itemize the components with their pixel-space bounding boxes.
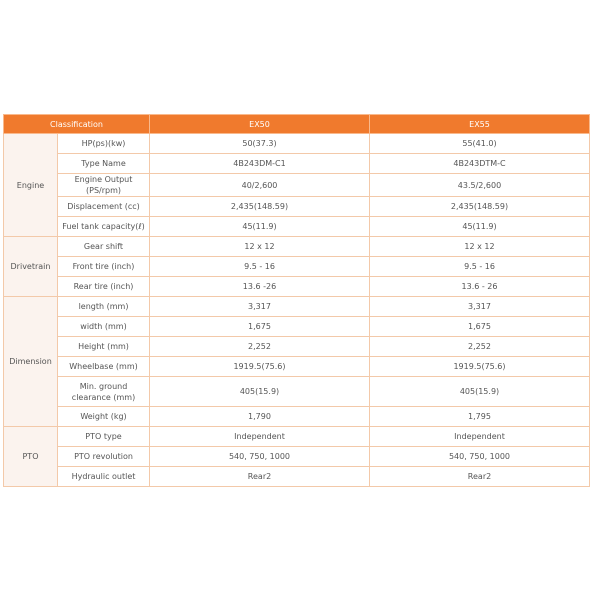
header-model-ex50: EX50: [150, 115, 370, 134]
header-model-ex55: EX55: [370, 115, 590, 134]
ex50-value: 2,252: [150, 337, 370, 357]
spec-item-label: width (mm): [58, 317, 150, 337]
ex55-value: 1,675: [370, 317, 590, 337]
spec-body: [4, 134, 590, 487]
ex50-value: Rear2: [150, 467, 370, 487]
table-row: [4, 377, 590, 407]
spec-item-label: PTO type: [58, 427, 150, 447]
ex55-value: Rear2: [370, 467, 590, 487]
ex50-value: 4B243DM-C1: [150, 154, 370, 174]
header-row: [4, 115, 590, 134]
table-row: [4, 447, 590, 467]
spec-item-label: HP(ps)(kw): [58, 134, 150, 154]
header-classification: Classification: [4, 115, 150, 134]
table-row: [4, 357, 590, 377]
ex50-value: 405(15.9): [150, 377, 370, 407]
table-row: [4, 237, 590, 257]
ex55-value: 1919.5(75.6): [370, 357, 590, 377]
table-row: [4, 197, 590, 217]
table-row: [4, 427, 590, 447]
spec-item-label: Rear tire (inch): [58, 277, 150, 297]
spec-item-label: Hydraulic outlet: [58, 467, 150, 487]
spec-item-label: Wheelbase (mm): [58, 357, 150, 377]
ex50-value: 9.5 - 16: [150, 257, 370, 277]
ex55-value: 43.5/2,600: [370, 174, 590, 197]
ex50-value: 13.6 -26: [150, 277, 370, 297]
spec-item-label: Weight (kg): [58, 407, 150, 427]
ex50-value: 45(11.9): [150, 217, 370, 237]
spec-table: [3, 114, 590, 487]
ex50-value: 1,790: [150, 407, 370, 427]
table-row: [4, 277, 590, 297]
spec-item-label: Displacement (cc): [58, 197, 150, 217]
ex55-value: 12 x 12: [370, 237, 590, 257]
spec-item-label: Fuel tank capacity(ℓ): [58, 217, 150, 237]
table-row: [4, 257, 590, 277]
ex55-value: 4B243DTM-C: [370, 154, 590, 174]
ex55-value: 3,317: [370, 297, 590, 317]
spec-item-label: Front tire (inch): [58, 257, 150, 277]
table-row: [4, 317, 590, 337]
group-label: Dimension: [4, 297, 58, 427]
ex50-value: 3,317: [150, 297, 370, 317]
spec-item-label: Min. ground clearance (mm): [58, 377, 150, 407]
ex55-value: 2,252: [370, 337, 590, 357]
ex50-value: 1,675: [150, 317, 370, 337]
table-row: [4, 154, 590, 174]
ex50-value: Independent: [150, 427, 370, 447]
spec-item-label: Height (mm): [58, 337, 150, 357]
table-row: [4, 407, 590, 427]
ex55-value: 9.5 - 16: [370, 257, 590, 277]
ex55-value: 405(15.9): [370, 377, 590, 407]
spec-item-label: Type Name: [58, 154, 150, 174]
spec-item-label: length (mm): [58, 297, 150, 317]
ex50-value: 12 x 12: [150, 237, 370, 257]
ex50-value: 540, 750, 1000: [150, 447, 370, 467]
ex55-value: 1,795: [370, 407, 590, 427]
spec-item-label: PTO revolution: [58, 447, 150, 467]
table-row: [4, 174, 590, 197]
table-row: [4, 134, 590, 154]
group-label: PTO: [4, 427, 58, 487]
ex55-value: 45(11.9): [370, 217, 590, 237]
table-row: [4, 337, 590, 357]
ex50-value: 50(37.3): [150, 134, 370, 154]
spec-item-label: Engine Output (PS/rpm): [58, 174, 150, 197]
ex55-value: 540, 750, 1000: [370, 447, 590, 467]
ex55-value: 13.6 - 26: [370, 277, 590, 297]
table-row: [4, 297, 590, 317]
spec-item-label: Gear shift: [58, 237, 150, 257]
ex50-value: 2,435(148.59): [150, 197, 370, 217]
group-label: Engine: [4, 134, 58, 237]
ex50-value: 40/2,600: [150, 174, 370, 197]
ex55-value: Independent: [370, 427, 590, 447]
table-row: [4, 467, 590, 487]
ex55-value: 55(41.0): [370, 134, 590, 154]
ex55-value: 2,435(148.59): [370, 197, 590, 217]
group-label: Drivetrain: [4, 237, 58, 297]
table-row: [4, 217, 590, 237]
ex50-value: 1919.5(75.6): [150, 357, 370, 377]
